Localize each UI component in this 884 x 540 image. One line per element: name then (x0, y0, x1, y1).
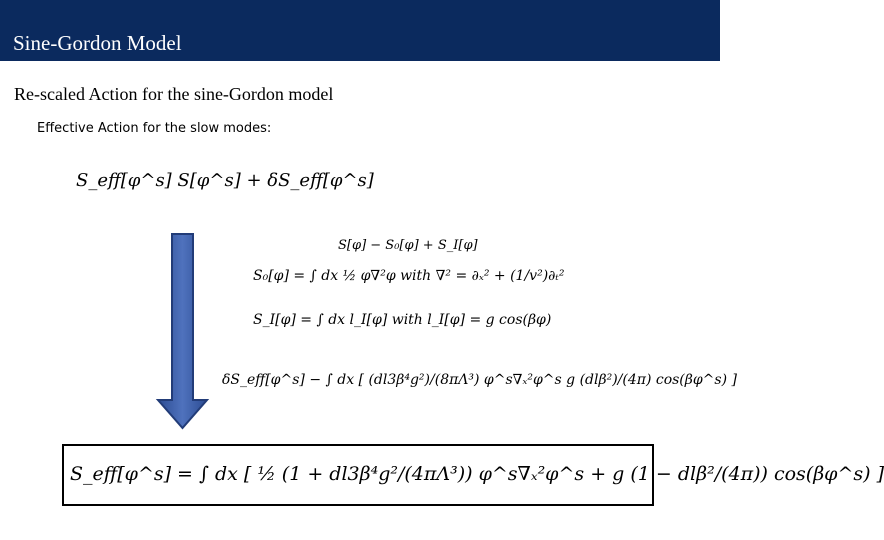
boxed-result-equation: S_eff[φ^s] = ∫ dx [ ½ (1 + dl3β⁴g²/(4πΛ³)) φ^s∇ₓ²φ^s + g (1 − dlβ²/(4π)) cos(βφ^s) ] (70, 463, 884, 485)
free-action-equation: S₀[φ] = ∫ dx ½ φ∇²φ with ∇² = ∂ₓ² + (1/v²)∂ₜ² (253, 268, 565, 284)
down-arrow-icon (155, 230, 211, 432)
slide-subtitle: Re-scaled Action for the sine-Gordon model (14, 84, 334, 104)
correction-equation: δS_eff[φ^s] − ∫ dx [ (dl3β⁴g²)/(8πΛ³) φ^s∇ₓ²φ^s g (dlβ²)/(4π) cos(βφ^s) ] (222, 372, 737, 388)
title-bar (0, 0, 720, 61)
effective-action-lhs: S_eff[φ^s] S[φ^s] + δS_eff[φ^s] (76, 170, 374, 191)
interaction-action-equation: S_I[φ] = ∫ dx l_I[φ] with l_I[φ] = g cos(βφ) (253, 312, 552, 328)
action-split-equation: S[φ] − S₀[φ] + S_I[φ] (338, 238, 478, 253)
slide-title: Sine-Gordon Model (13, 31, 182, 55)
section-caption: Effective Action for the slow modes: (37, 121, 272, 136)
